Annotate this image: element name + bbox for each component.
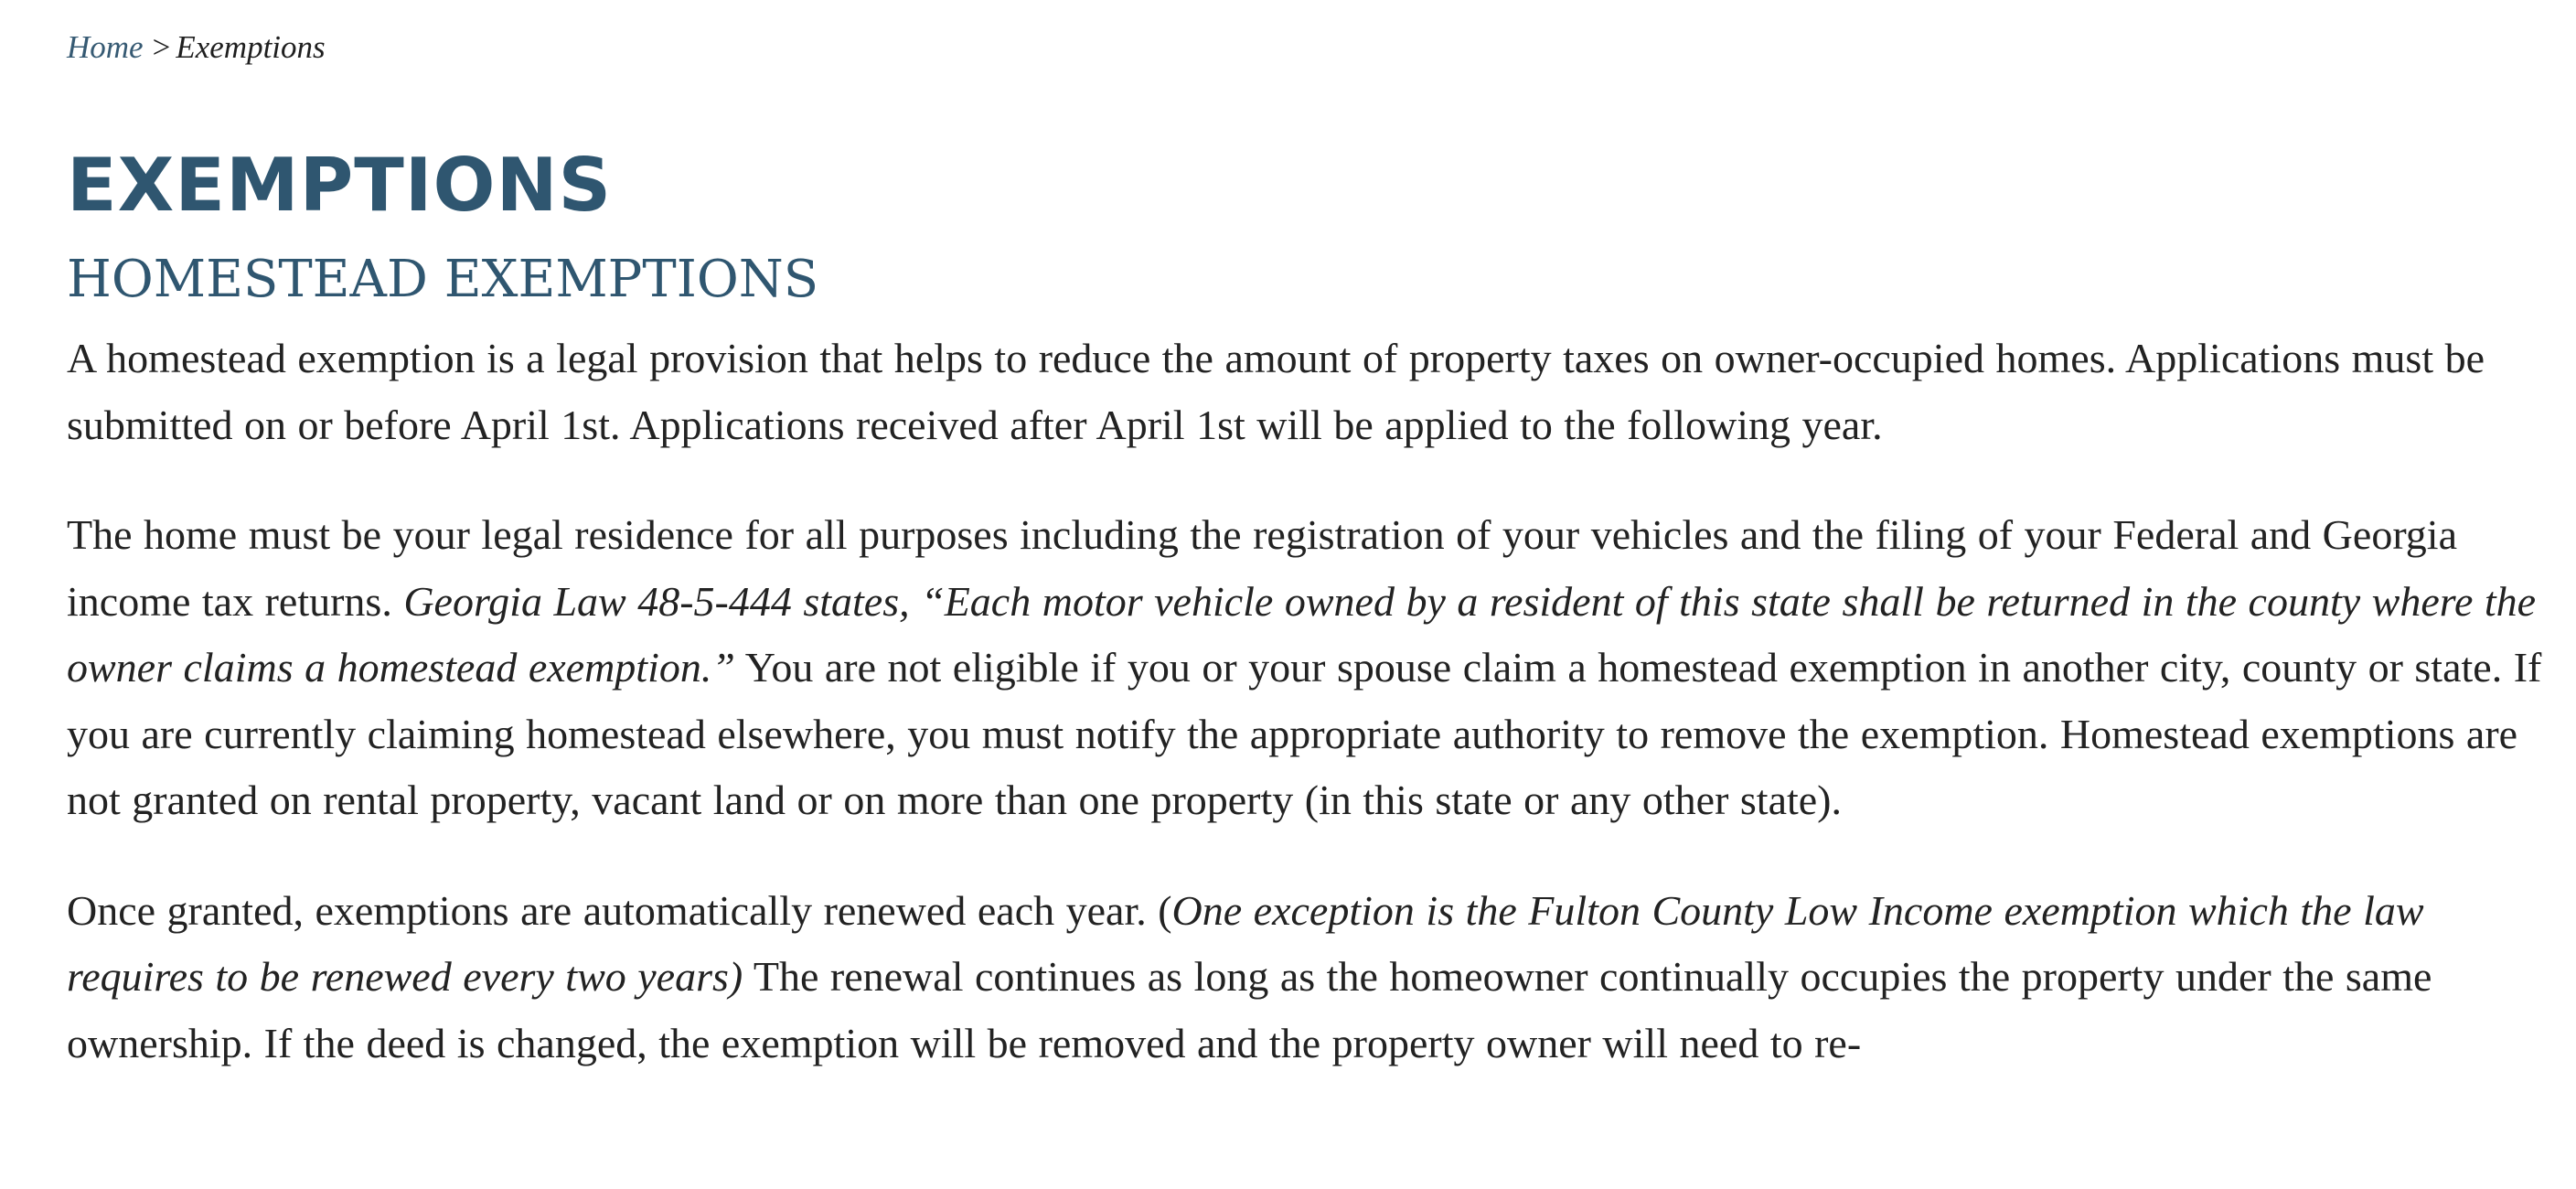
fulton-exception-note: One exception is the Fulton County Low Income exemption which the law requires to be renewed every two years)	[67, 886, 2424, 1000]
paragraph-residence-lead: The home must be your legal residence for all purposes including the registration of your vehicles and the filing of your Federal and Georgia income tax returns.	[67, 511, 2458, 625]
paragraph-intro-text: A homestead exemption is a legal provision that helps to reduce the amount of property taxes on owner-occupied homes. Applications must be submitted on or before April 1st. Applications received after April 1st will be applied to the following year.	[67, 335, 2485, 448]
paragraph-residence-rest: You are not eligible if you or your spouse claim a homestead exemption in another city, county or state. If you are currently claiming homestead elsewhere, you must notify the appropriate authority to remove the exemption. Homestead exemptions are not granted on rental property, vacant land or on more than one property (in this state or any other state).	[67, 644, 2542, 823]
page-title: EXEMPTIONS	[67, 143, 613, 228]
paragraph-intro	[67, 326, 2554, 458]
georgia-law-quote: Georgia Law 48-5-444 states, “Each motor vehicle owned by a resident of this state shall be returned in the county where the owner claims a homestead exemption.”	[67, 577, 2537, 691]
paragraph-renewal-lead: Once granted, exemptions are automatically renewed each year.	[67, 886, 1159, 934]
paragraph-renewal-rest: The renewal continues as long as the homeowner continually occupies the property under the same ownership. If the deed is changed, the exemption will be removed and the property owner will need to re-	[67, 953, 2432, 1066]
paragraph-renewal-paren: (	[1158, 886, 1172, 934]
breadcrumb-current: Exemptions	[176, 29, 326, 65]
breadcrumb-separator: >	[152, 29, 171, 65]
paragraph-renewal	[67, 878, 2554, 1077]
breadcrumb	[67, 26, 2554, 70]
breadcrumb-home-link[interactable]: Home	[67, 29, 144, 65]
section-title-homestead: HOMESTEAD EXEMPTIONS	[67, 250, 819, 309]
paragraph-residence	[67, 502, 2554, 834]
main-content	[67, 26, 2554, 1077]
